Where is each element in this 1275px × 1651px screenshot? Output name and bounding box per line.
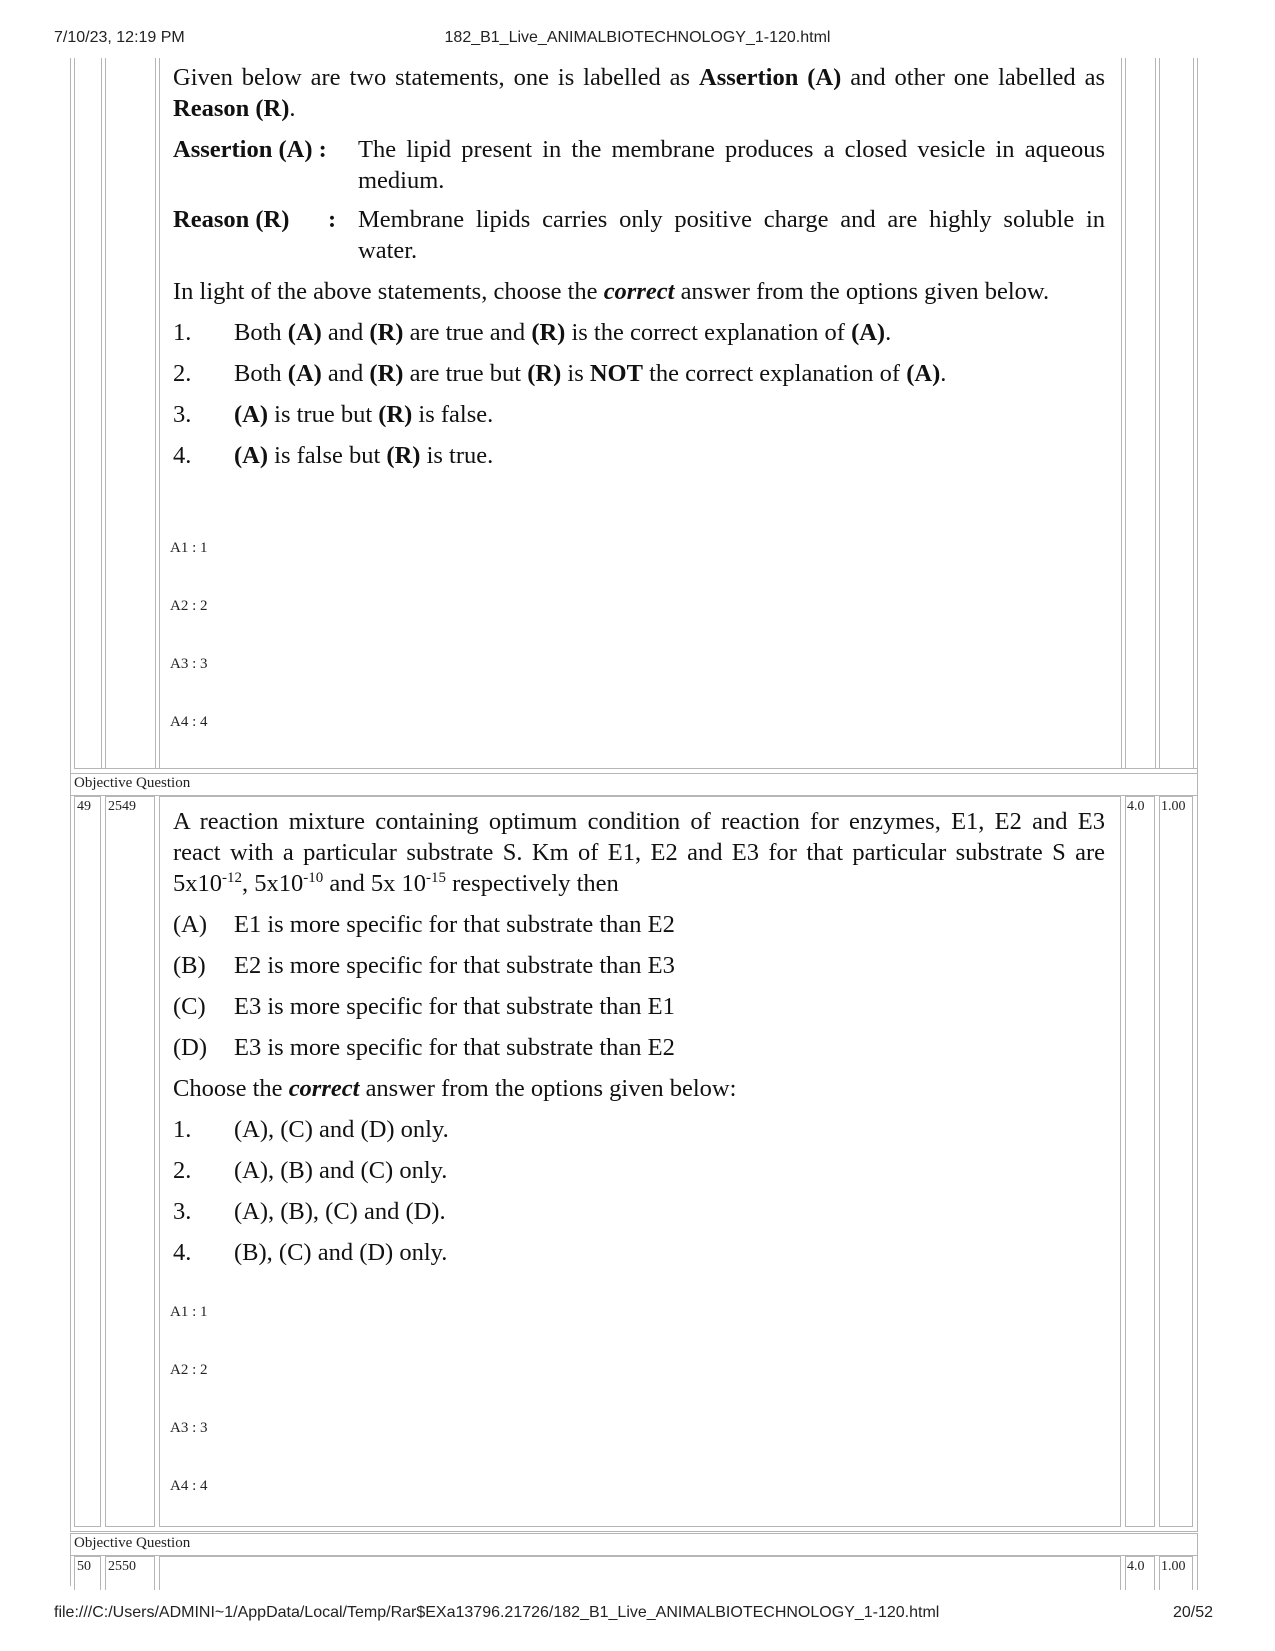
option-4: 4. (A) is false but (R) is true. bbox=[173, 442, 494, 469]
answer-option-2: A2 : 2 bbox=[170, 598, 208, 614]
objective-question-label: Objective Question bbox=[74, 775, 191, 791]
question-marks: 4.0 bbox=[1127, 799, 1145, 814]
question-48-text: Given below are two statements, one is labelled as Assertion (A) and other one labelled as Reason (R). Assertion (A) : The lipid present in the membrane produces a closed vesicle in aqueous medium. Reason (R) : Membrane lipids carries only positive charge and are highly soluble in water. In light of the above statements, choose the correct answer from the options given below. 1. Both (A) and (R) are true and (R) is the correct explanation of (A). 2. Both (A) and (R) are true but (R) is NOT the correct explanation of (A). 3. (A) is true but (R) is false. 4. (A) is false but (R) is true. bbox=[173, 64, 1105, 469]
objective-question-label: Objective Question bbox=[74, 1535, 191, 1551]
question-serial-number: 50 bbox=[77, 1559, 91, 1574]
assertion-statement: Assertion (A) : The lipid present in the membrane produces a closed vesicle in aqueous medium. bbox=[173, 136, 1105, 194]
question-marks: 4.0 bbox=[1127, 1559, 1145, 1574]
section-label-row bbox=[70, 773, 1198, 796]
print-file-path: file:///C:/Users/ADMINI~1/AppData/Local/Temp/Rar$EXa13796.21726/182_B1_Live_ANIMALBIOTECHNOLOGY_1-120.html bbox=[54, 1604, 940, 1621]
answer-option-3: A3 : 3 bbox=[170, 1420, 208, 1436]
question-id: 2549 bbox=[108, 799, 136, 814]
answer-option-2: A2 : 2 bbox=[170, 1362, 208, 1378]
option-4: 4. (B), (C) and (D) only. bbox=[173, 1239, 448, 1266]
question-serial-number: 49 bbox=[77, 799, 91, 814]
answer-option-1: A1 : 1 bbox=[170, 1304, 208, 1320]
question-49-text: A reaction mixture containing optimum condition of reaction for enzymes, E1, E2 and E3 react with a particular substrate S. Km of E1, E2 and E3 for that particular substrate S are $5x10^{-12}$, $5x10^{-10}$ and 5x $10^{-15}$ respectively then (A) E1 is more specific for that substrate than E2 (B) E2 is more specific for that substrate than E3 (C) E3 is more specific for that substrate than E1 (D) E3 is more specific for that substrate than E2 Choose the correct answer from the options given below: 1. (A), (C) and (D) only. 2. (A), (B) and (C) only. 3. (A), (B), (C) and (D). 4. (B), (C) and (D) only. bbox=[173, 808, 1105, 1266]
question-negative-marks: 1.00 bbox=[1161, 1559, 1186, 1574]
statement-c: (C) E3 is more specific for that substrate than E1 bbox=[173, 993, 675, 1020]
option-1: 1. Both (A) and (R) are true and (R) is the correct explanation of (A). bbox=[173, 319, 892, 346]
statement-d: (D) E3 is more specific for that substrate than E2 bbox=[173, 1034, 675, 1061]
print-date: 7/10/23, 12:19 PM bbox=[54, 29, 185, 46]
print-title: 182_B1_Live_ANIMALBIOTECHNOLOGY_1-120.html bbox=[444, 29, 831, 46]
option-2: 2. (A), (B) and (C) only. bbox=[173, 1157, 448, 1184]
answer-option-3: A3 : 3 bbox=[170, 656, 208, 672]
option-3: 3. (A) is true but (R) is false. bbox=[173, 401, 494, 428]
statement-a: (A) E1 is more specific for that substrate than E2 bbox=[173, 911, 675, 938]
reason-statement: Reason (R) : Membrane lipids carries only positive charge and are highly soluble in water. bbox=[173, 206, 1105, 264]
option-2: 2. Both (A) and (R) are true but (R) is NOT the correct explanation of (A). bbox=[173, 360, 947, 387]
question-id: 2550 bbox=[108, 1559, 136, 1574]
section-label-row bbox=[70, 1533, 1198, 1556]
question-negative-marks: 1.00 bbox=[1161, 799, 1186, 814]
statement-b: (B) E2 is more specific for that substrate than E3 bbox=[173, 952, 675, 979]
option-1: 1. (A), (C) and (D) only. bbox=[173, 1116, 449, 1143]
option-3: 3. (A), (B), (C) and (D). bbox=[173, 1198, 446, 1225]
answer-option-4: A4 : 4 bbox=[170, 714, 208, 730]
answer-option-4: A4 : 4 bbox=[170, 1478, 208, 1494]
answer-option-1: A1 : 1 bbox=[170, 540, 208, 556]
print-page-number: 20/52 bbox=[1172, 1604, 1213, 1621]
